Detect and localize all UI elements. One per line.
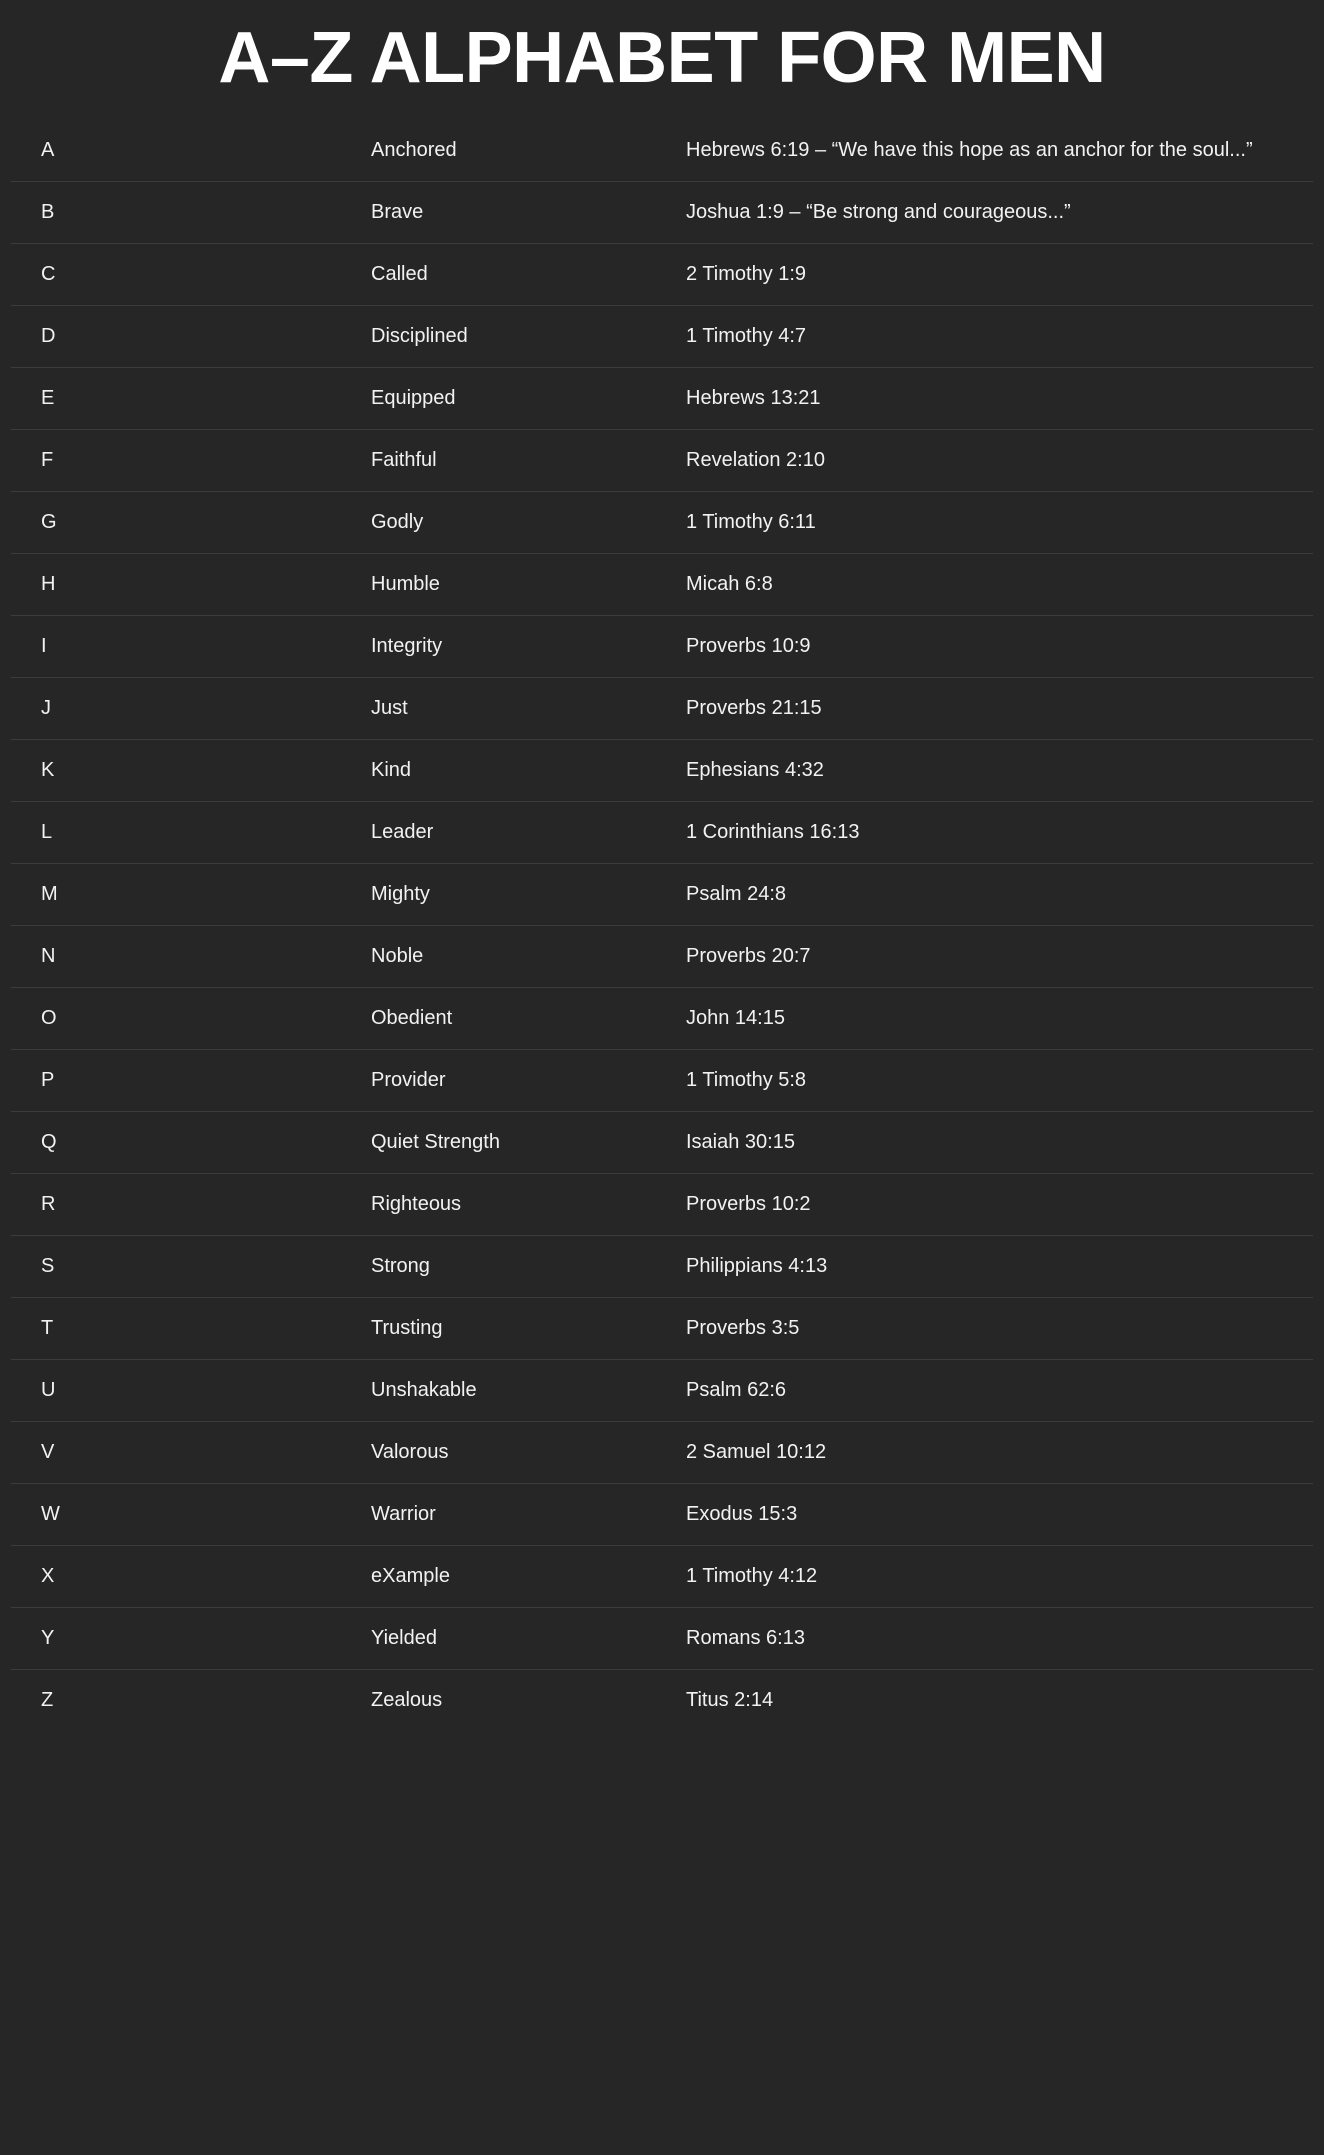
row-reference: 1 Timothy 5:8 [686, 1069, 807, 1091]
alphabet-table-body [11, 120, 1313, 1731]
row-letter: A [41, 139, 55, 161]
row-word: Leader [371, 821, 434, 843]
row-letter: J [41, 697, 51, 719]
row-letter: X [41, 1565, 55, 1587]
table-row [11, 430, 1313, 492]
row-letter: N [41, 945, 56, 967]
row-word: Warrior [371, 1503, 436, 1525]
row-word: Just [371, 697, 408, 719]
row-word: Brave [371, 201, 424, 223]
row-reference: Exodus 15:3 [686, 1503, 798, 1525]
row-letter: Y [41, 1627, 55, 1649]
table-row [11, 1360, 1313, 1422]
row-reference: Proverbs 20:7 [686, 945, 811, 967]
row-reference: Romans 6:13 [686, 1627, 805, 1649]
table-row [11, 1608, 1313, 1670]
table-row [11, 1298, 1313, 1360]
row-letter: M [41, 883, 58, 905]
alphabet-table [11, 120, 1313, 1731]
row-reference: Proverbs 21:15 [686, 697, 822, 719]
row-word: Zealous [371, 1689, 443, 1711]
row-reference: 1 Timothy 6:11 [686, 511, 816, 533]
table-row [11, 244, 1313, 306]
row-letter: Q [41, 1131, 57, 1153]
row-reference: 2 Samuel 10:12 [686, 1441, 827, 1463]
row-word: Integrity [371, 635, 443, 657]
row-letter: L [41, 821, 53, 843]
row-letter: R [41, 1193, 56, 1215]
row-word: Provider [371, 1069, 446, 1091]
row-word: Kind [371, 759, 412, 781]
table-row [11, 182, 1313, 244]
row-word: Equipped [371, 387, 456, 409]
row-reference: Ephesians 4:32 [686, 759, 824, 781]
row-reference: Hebrews 13:21 [686, 387, 821, 409]
row-word: Yielded [371, 1627, 437, 1649]
table-row [11, 802, 1313, 864]
row-letter: B [41, 201, 55, 223]
row-reference: Philippians 4:13 [686, 1255, 828, 1277]
row-word: Noble [371, 945, 424, 967]
row-reference: Proverbs 3:5 [686, 1317, 800, 1339]
table-row [11, 554, 1313, 616]
row-reference: Isaiah 30:15 [686, 1131, 795, 1153]
row-reference: Titus 2:14 [686, 1689, 774, 1711]
row-reference: 2 Timothy 1:9 [686, 263, 807, 285]
table-row [11, 492, 1313, 554]
table-row [11, 1050, 1313, 1112]
table-row [11, 740, 1313, 802]
row-word: Disciplined [371, 325, 468, 347]
row-reference: Joshua 1:9 – “Be strong and courageous...” [686, 201, 1071, 223]
row-word: Humble [371, 573, 440, 595]
row-word: Faithful [371, 449, 437, 471]
table-row [11, 616, 1313, 678]
row-word: Strong [371, 1255, 430, 1277]
row-word: Quiet Strength [371, 1131, 500, 1153]
row-reference: 1 Timothy 4:7 [686, 325, 807, 347]
row-letter: T [41, 1317, 54, 1339]
row-letter: O [41, 1007, 57, 1029]
row-word: Valorous [371, 1441, 449, 1463]
table-row [11, 306, 1313, 368]
page-title: A–Z ALPHABET FOR MEN [218, 18, 1106, 98]
table-row [11, 864, 1313, 926]
row-letter: C [41, 263, 56, 285]
table-row [11, 1174, 1313, 1236]
row-word: Obedient [371, 1007, 453, 1029]
row-reference: Hebrews 6:19 – “We have this hope as an anchor for the soul...” [686, 139, 1253, 161]
row-letter: W [41, 1503, 60, 1525]
row-word: eXample [371, 1565, 450, 1587]
row-word: Unshakable [371, 1379, 477, 1401]
table-row [11, 988, 1313, 1050]
row-letter: D [41, 325, 56, 347]
row-reference: 1 Corinthians 16:13 [686, 821, 860, 843]
row-reference: Psalm 24:8 [686, 883, 787, 905]
row-letter: Z [41, 1689, 54, 1711]
row-reference: Revelation 2:10 [686, 449, 825, 471]
row-word: Mighty [371, 883, 430, 905]
row-letter: P [41, 1069, 55, 1091]
row-reference: John 14:15 [686, 1007, 785, 1029]
row-letter: U [41, 1379, 56, 1401]
row-letter: G [41, 511, 57, 533]
table-row [11, 678, 1313, 740]
row-reference: Psalm 62:6 [686, 1379, 787, 1401]
table-row [11, 120, 1313, 182]
row-letter: H [41, 573, 56, 595]
table-row [11, 1484, 1313, 1546]
table-row [11, 926, 1313, 988]
row-word: Anchored [371, 139, 457, 161]
row-word: Righteous [371, 1193, 462, 1215]
row-letter: I [41, 635, 47, 657]
row-reference: 1 Timothy 4:12 [686, 1565, 818, 1587]
table-row [11, 1422, 1313, 1484]
row-letter: V [41, 1441, 55, 1463]
row-reference: Proverbs 10:9 [686, 635, 811, 657]
row-letter: F [41, 449, 54, 471]
row-reference: Micah 6:8 [686, 573, 773, 595]
table-row [11, 1546, 1313, 1608]
row-letter: S [41, 1255, 55, 1277]
table-row [11, 368, 1313, 430]
row-word: Trusting [371, 1317, 443, 1339]
table-row [11, 1670, 1313, 1732]
row-reference: Proverbs 10:2 [686, 1193, 811, 1215]
row-word: Godly [371, 511, 424, 533]
row-letter: K [41, 759, 55, 781]
row-letter: E [41, 387, 55, 409]
table-row [11, 1112, 1313, 1174]
row-word: Called [371, 263, 428, 285]
table-row [11, 1236, 1313, 1298]
